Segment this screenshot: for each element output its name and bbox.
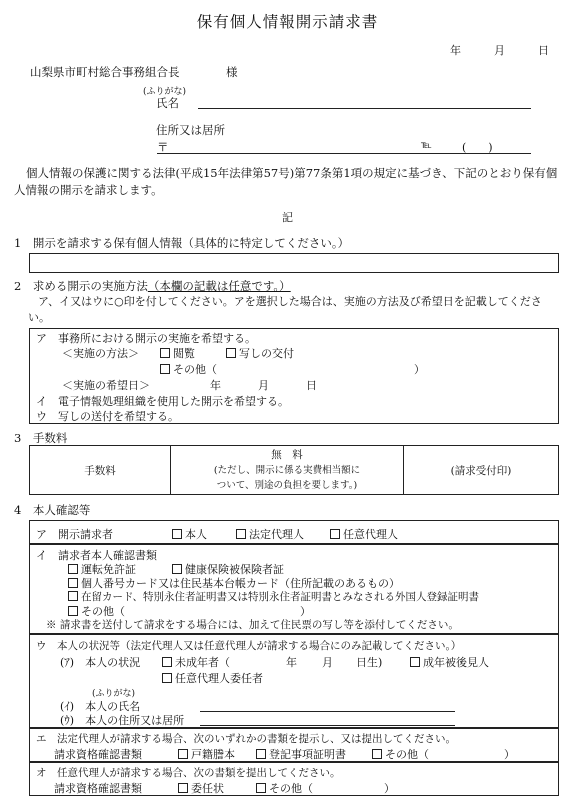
- section3-heading: 3 手数料: [14, 431, 68, 445]
- option-u[interactable]: ウ 写しの送付を希望する。: [36, 410, 179, 423]
- koseki-label: 戸籍謄本: [191, 748, 235, 761]
- id-other-checkbox[interactable]: [68, 606, 78, 616]
- section2-instructions: ア、イ又はウに○印を付してください。アを選択した場合は、実施の方法及び希望日を記載してください。: [28, 295, 542, 324]
- legal-label: 法定代理人: [249, 528, 304, 541]
- id-residence[interactable]: [68, 589, 479, 604]
- license-checkbox[interactable]: [68, 564, 78, 574]
- registry-label: 登記事項証明書: [269, 748, 346, 761]
- residence-label: 在留カード、特別永住者証明書又は特別永住者証明書とみなされる外国人登録証明書: [81, 591, 480, 603]
- requester-self[interactable]: [172, 526, 207, 542]
- koseki-checkbox[interactable]: [178, 749, 188, 759]
- note-text: 請求書を送付して請求をする場合には、加えて住民票の写し等を添付してください。: [59, 619, 459, 631]
- wish-month: 月: [258, 379, 269, 392]
- view-checkbox[interactable]: [160, 348, 170, 358]
- option-a[interactable]: ア 事務所における開示の実施を希望する。: [36, 332, 256, 345]
- method-label: ＜実施の方法＞: [62, 347, 139, 360]
- voluntary-label: 任意代理人: [343, 528, 398, 541]
- date-day: 日: [538, 44, 549, 57]
- birth-year: 年: [286, 656, 297, 669]
- principal-furigana: (ふりがな): [92, 689, 136, 699]
- principal-checkbox[interactable]: [162, 673, 172, 683]
- registry-checkbox[interactable]: [256, 749, 266, 759]
- voluntary-rep-label: オ 任意代理人が請求する場合、次の書類を提出してください。: [36, 767, 341, 779]
- tel-mark: ℡: [421, 140, 432, 151]
- requester-legal[interactable]: [236, 526, 304, 542]
- id-other-label: その他（: [81, 605, 125, 618]
- doc-o-other[interactable]: [256, 780, 313, 796]
- address-label: 住所又は居所: [156, 123, 225, 137]
- wish-year: 年: [210, 379, 221, 392]
- other-close: ）: [414, 363, 425, 376]
- view-label: 閲覧: [173, 347, 195, 360]
- fee-value: 無 料: [271, 448, 303, 461]
- birth-month: 月: [322, 656, 333, 669]
- fee-table: [29, 445, 559, 495]
- o-other-checkbox[interactable]: [256, 783, 266, 793]
- adult-ward-checkbox[interactable]: [410, 657, 420, 667]
- date-month: 月: [494, 44, 505, 57]
- principal-address-label: (ｳ) 本人の住所又は居所: [60, 714, 185, 727]
- e-other-close: ）: [504, 748, 515, 761]
- principal-address-field[interactable]: [200, 725, 455, 726]
- status-label: (ｱ) 本人の状況: [60, 656, 141, 669]
- status-minor[interactable]: [162, 654, 230, 670]
- furigana-label: (ふりがな): [143, 87, 187, 97]
- requested-info-field[interactable]: [29, 253, 559, 273]
- mynumber-checkbox[interactable]: [68, 578, 78, 588]
- e-other-label: その他（: [385, 748, 429, 761]
- section2-optional-note: （本欄の記載は任意です。）: [147, 279, 291, 293]
- person-status-label: ウ 本人の状況等（法定代理人又は任意代理人が請求する場合にのみ記載してください。）: [36, 640, 462, 652]
- legal-docs-label: 請求資格確認書類: [54, 748, 142, 761]
- honorific: 様: [226, 65, 238, 79]
- doc-e-other[interactable]: [372, 746, 429, 762]
- date-label: ＜実施の希望日＞: [62, 379, 150, 392]
- postal-mark: 〒: [157, 140, 169, 154]
- ki-label: 記: [282, 211, 293, 224]
- option-i[interactable]: イ 電子情報処理組織を使用した開示を希望する。: [36, 395, 289, 408]
- mynumber-label: 個人番号カード又は住民基本台帳カード（住所記載のあるもの）: [81, 577, 400, 590]
- e-other-checkbox[interactable]: [372, 749, 382, 759]
- section4-heading: 4 本人確認等: [14, 503, 91, 517]
- receipt-stamp-cell[interactable]: [404, 446, 559, 495]
- status-principal[interactable]: [162, 670, 263, 686]
- minor-checkbox[interactable]: [162, 657, 172, 667]
- legal-rep-label: エ 法定代理人が請求する場合、次のいずれかの書類を提示し、又は提出してください。: [36, 733, 456, 745]
- copy-label: 写しの交付: [239, 347, 294, 360]
- opt-view[interactable]: [160, 345, 195, 361]
- section1-heading: 1 開示を請求する保有個人情報（具体的に特定してください。）: [14, 236, 350, 250]
- legal-checkbox[interactable]: [236, 529, 246, 539]
- form-title: 保有個人情報開示請求書: [196, 13, 379, 31]
- requester-voluntary[interactable]: [330, 526, 398, 542]
- doc-koseki[interactable]: [178, 746, 235, 762]
- voluntary-checkbox[interactable]: [330, 529, 340, 539]
- fee-value-cell: [171, 446, 404, 495]
- voluntary-docs-label: 請求資格確認書類: [54, 782, 142, 795]
- id-other-close: ）: [300, 605, 311, 618]
- doc-registry[interactable]: [256, 746, 346, 762]
- address-field[interactable]: [157, 153, 531, 154]
- wish-day: 日: [306, 379, 317, 392]
- poa-checkbox[interactable]: [178, 783, 188, 793]
- self-checkbox[interactable]: [172, 529, 182, 539]
- copy-checkbox[interactable]: [226, 348, 236, 358]
- o-other-close: ）: [384, 782, 395, 795]
- intro-paragraph: 個人情報の保護に関する法律(平成15年法律第57号)第77条第1項の規定に基づき、下記のとおり保有個人情報の開示を請求します。: [14, 166, 558, 197]
- name-field[interactable]: [198, 108, 531, 109]
- minor-label: 未成年者（: [175, 656, 230, 669]
- principal-name-field[interactable]: [200, 711, 455, 712]
- id-note: [46, 617, 459, 632]
- name-label: 氏名: [156, 96, 179, 110]
- principal-label: 任意代理人委任者: [175, 672, 263, 685]
- license-label: 運転免許証: [81, 563, 136, 576]
- residence-checkbox[interactable]: [68, 591, 78, 601]
- note-mark: ※: [46, 619, 57, 631]
- id-docs-label: イ 請求者本人確認書類: [36, 549, 157, 562]
- fee-note-1: (ただし、開示に係る実費相当額に: [213, 464, 361, 476]
- o-other-label: その他（: [269, 782, 313, 795]
- principal-name-label: (ｲ) 本人の氏名: [60, 700, 141, 713]
- self-label: 本人: [185, 528, 207, 541]
- section2-heading: 2 求める開示の実施方法: [14, 279, 148, 293]
- addressee: 山梨県市町村総合事務組合長: [30, 65, 180, 79]
- fee-label: 手数料: [30, 446, 171, 495]
- opt-copy[interactable]: [226, 345, 294, 361]
- insurance-label: 健康保険被保険者証: [185, 563, 284, 576]
- adult-ward-label: 成年被後見人: [423, 656, 489, 669]
- requester-label: ア 開示請求者: [36, 528, 113, 541]
- birth-day: 日生): [356, 656, 383, 669]
- section2-heading-row: [14, 278, 291, 294]
- other-label: その他（: [173, 363, 217, 376]
- opt-other[interactable]: [160, 361, 217, 377]
- fee-note-2: ついて、別途の負担を要します。): [216, 479, 358, 491]
- receipt-stamp-label: (請求受付印): [450, 464, 512, 477]
- other-checkbox[interactable]: [160, 364, 170, 374]
- status-adult-ward[interactable]: [410, 654, 489, 670]
- insurance-checkbox[interactable]: [172, 564, 182, 574]
- tel-paren: ( ): [462, 141, 493, 154]
- poa-label: 委任状: [191, 782, 224, 795]
- doc-power-of-attorney[interactable]: [178, 780, 224, 796]
- date-year: 年: [450, 44, 461, 57]
